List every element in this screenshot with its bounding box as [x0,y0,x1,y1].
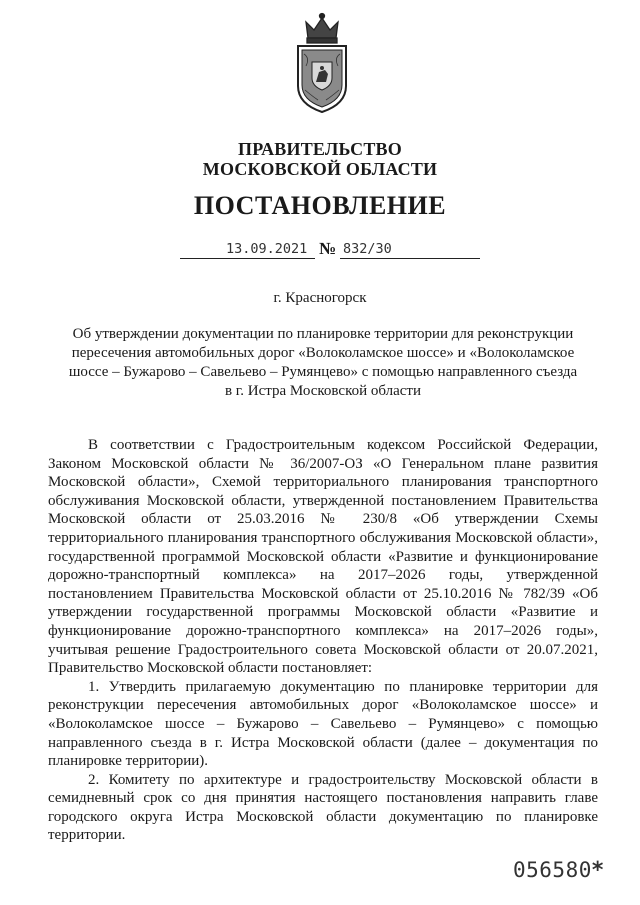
document-subject [58,325,588,401]
serial-number-stamp [513,857,604,884]
subject-line: в г. Истра Московской области [224,383,422,399]
document-body [48,436,598,845]
government-name-line2: МОСКОВСКОЙ ОБЛАСТИ [202,159,438,179]
subject-line: пересечения автомобильных дорог «Волоколамское шоссе» и «Волоколамское [71,345,575,361]
date-number-line [0,240,640,262]
document-type-title: ПОСТАНОВЛЕНИЕ [193,191,447,220]
serial-number: 056580 [513,858,592,882]
number-underline [340,258,480,259]
item-1-paragraph: 1. Утвердить прилагаемую документацию по планировке территории для реконструкции пересечения автомобильных дорог «Волоколамское шоссе» и «Волоколамское шоссе – Бужарово – Савельево – Румянцево» с помощью направленного съезда в г. Истра Московской области (далее – документация по планировке территории). [48,678,598,770]
preamble-paragraph: В соответствии с Градостроительным кодексом Российской Федерации, Законом Московской области № 36/2007-ОЗ «О Генеральном плане развития Московской области», Схемой территориального планирования транспортного обслуживания Московской области, утвержденной постановлением Правительства Московской области от 25.03.2016 № 230/8 «Об утверждении Схемы территориального планирования транспортного обслуживания Московской области», государственной программой Московской области «Развитие и функционирование дорожно-транспортный комплекса» на 2017–2026 годы, утвержденной постановлением Правительства Московской области от 25.10.2016 № 782/39 «Об утверждении государственной программы Московской области «Развитие и функционирование дорожно-транспортного комплекса» на 2017–2026 годы», учитывая решение Градостроительного совета Московской области от 20.07.2021, Правительство Московской области постановляет: [48,437,598,677]
date-underline [180,258,315,259]
city-name: г. Красногорск [273,290,367,306]
number-sign: № [319,239,337,258]
subject-line: шоссе – Бужарово – Савельево – Румянцево» с помощью направленного съезда [68,364,578,380]
subject-line: Об утверждении документации по планировке территории для реконструкции [72,326,574,342]
government-name-line1: ПРАВИТЕЛЬСТВО [238,139,402,159]
document-date: 13.09.2021 [226,241,308,257]
moscow-oblast-coat-of-arms-icon [292,12,352,116]
serial-star-mark: * [591,858,604,883]
item-2-paragraph: 2. Комитету по архитектуре и градостроительству Московской области в семидневный срок со дня принятия настоящего постановления направить главе городского округа Истра Московской области документацию по планировке территории. [48,771,598,844]
document-number: 832/30 [343,241,392,257]
